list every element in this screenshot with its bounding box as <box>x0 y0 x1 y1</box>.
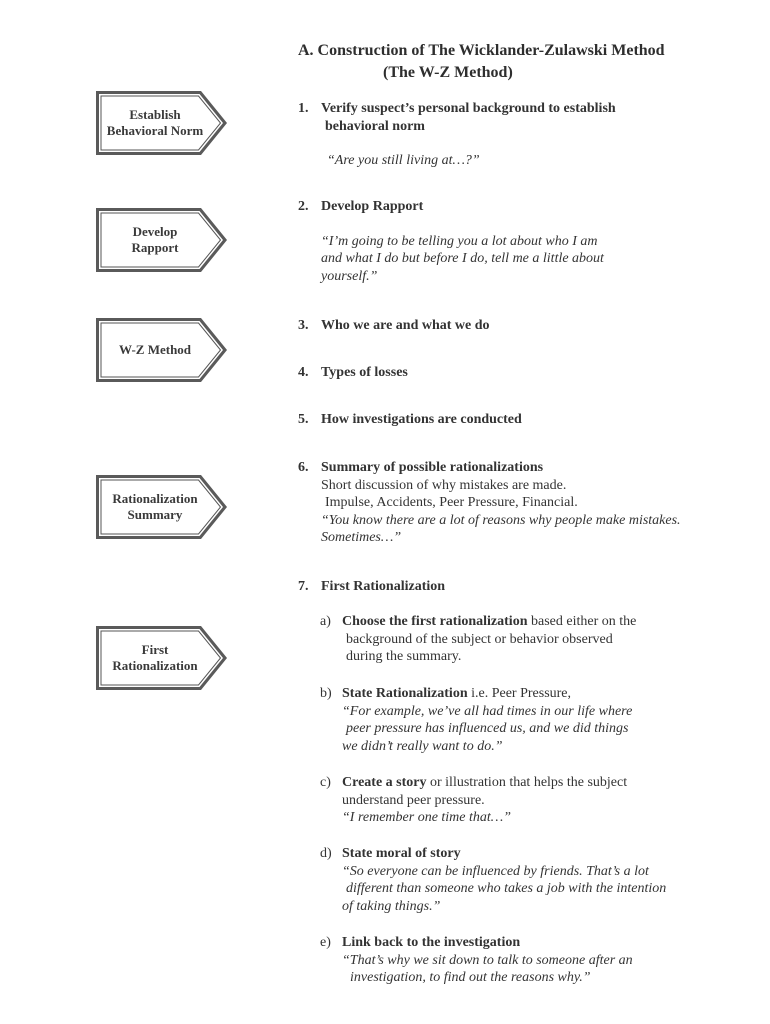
step-heading: Summary of possible rationalizations <box>321 460 544 475</box>
substep-quote-line: peer pressure has influenced us, and we did things <box>346 721 629 736</box>
substep-letter: b) <box>320 686 332 701</box>
substep-d <box>320 845 666 915</box>
substep-text-line: during the summary. <box>346 649 462 664</box>
substep-quote-line: “I remember one time that…” <box>342 810 512 825</box>
step-6 <box>298 459 681 547</box>
arrow-label: Establish Behavioral Norm <box>106 106 204 138</box>
substep-heading: Create a story <box>342 775 427 790</box>
substep-quote-line: “That’s why we sit down to talk to someone after an <box>342 952 633 968</box>
substep-heading: Choose the first rationalization <box>342 614 528 629</box>
step-5 <box>298 411 522 429</box>
step-number: 3. <box>298 318 309 333</box>
step-number: 4. <box>298 365 309 380</box>
step-quote: “Are you still living at…?” <box>327 153 480 168</box>
substep-quote-line: “For example, we’ve all had times in our life where <box>342 703 633 719</box>
substep-letter: e) <box>320 935 331 950</box>
step-2 <box>298 198 604 285</box>
substep-heading: State moral of story <box>342 846 461 861</box>
substep-e <box>320 934 633 987</box>
arrow-box-rationalization-summary <box>95 474 229 540</box>
step-4 <box>298 364 408 382</box>
substep-text: i.e. Peer Pressure, <box>467 686 572 701</box>
substep-text: based either on the <box>527 614 637 629</box>
arrow-box-establish-behavioral-norm <box>95 90 229 156</box>
substep-quote-line: we didn’t really want to do.” <box>342 738 503 754</box>
substep-quote-line: of taking things.” <box>342 898 441 914</box>
step-heading: Verify suspect’s personal background to establish <box>321 101 616 116</box>
step-heading: Develop Rapport <box>321 199 424 214</box>
step-number: 7. <box>298 579 309 594</box>
step-1 <box>298 100 616 170</box>
step-number: 1. <box>298 101 309 116</box>
step-quote-line: and what I do but before I do, tell me a little about <box>321 251 604 266</box>
step-quote-line: “You know there are a lot of reasons why people make mistakes. <box>321 512 681 528</box>
substep-heading: State Rationalization <box>342 686 468 701</box>
step-quote-line: “I’m going to be telling you a lot about who I am <box>321 233 598 249</box>
substep-letter: d) <box>320 846 332 861</box>
substep-letter: c) <box>320 775 331 790</box>
substep-text: or illustration that helps the subject <box>426 775 628 790</box>
arrow-label: Rationalization Summary <box>112 490 198 522</box>
step-heading: Who we are and what we do <box>321 318 490 333</box>
arrow-box-develop-rapport <box>95 207 229 273</box>
substep-quote-line: different than someone who takes a job with the intention <box>346 881 667 896</box>
arrow-box-wz-method <box>95 317 229 383</box>
step-3 <box>298 317 490 335</box>
step-number: 2. <box>298 199 309 214</box>
title-line-1: A. Construction of The Wicklander-Zulawski Method <box>298 42 665 59</box>
page-title <box>298 40 665 84</box>
substep-letter: a) <box>320 614 331 629</box>
substep-heading: Link back to the investigation <box>342 935 521 950</box>
step-quote-line: yourself.” <box>321 268 378 284</box>
substep-text-line: understand peer pressure. <box>342 792 485 808</box>
step-number: 5. <box>298 412 309 427</box>
arrow-box-first-rationalization <box>95 625 229 691</box>
arrow-label: Develop Rapport <box>131 223 179 255</box>
substep-quote-line: investigation, to find out the reasons why.” <box>350 970 591 985</box>
substep-b <box>320 685 632 755</box>
step-heading: Types of losses <box>321 365 408 380</box>
substep-a <box>320 613 636 666</box>
substep-quote-line: “So everyone can be influenced by friends. That’s a lot <box>342 863 649 879</box>
step-heading: How investigations are conducted <box>321 412 522 427</box>
step-7 <box>298 578 445 596</box>
step-heading: First Rationalization <box>321 579 446 594</box>
substep-text-line: background of the subject or behavior observed <box>346 631 613 647</box>
title-line-2: (The W-Z Method) <box>383 64 513 81</box>
arrow-label: W-Z Method <box>118 341 192 357</box>
arrow-label: First Rationalization <box>112 641 198 673</box>
step-number: 6. <box>298 460 309 475</box>
step-quote-line: Sometimes…” <box>321 530 402 545</box>
step-heading-cont: behavioral norm <box>325 118 425 134</box>
step-text-line: Short discussion of why mistakes are made. <box>321 477 567 493</box>
step-text-line: Impulse, Accidents, Peer Pressure, Financial. <box>325 495 578 510</box>
substep-c <box>320 774 627 827</box>
